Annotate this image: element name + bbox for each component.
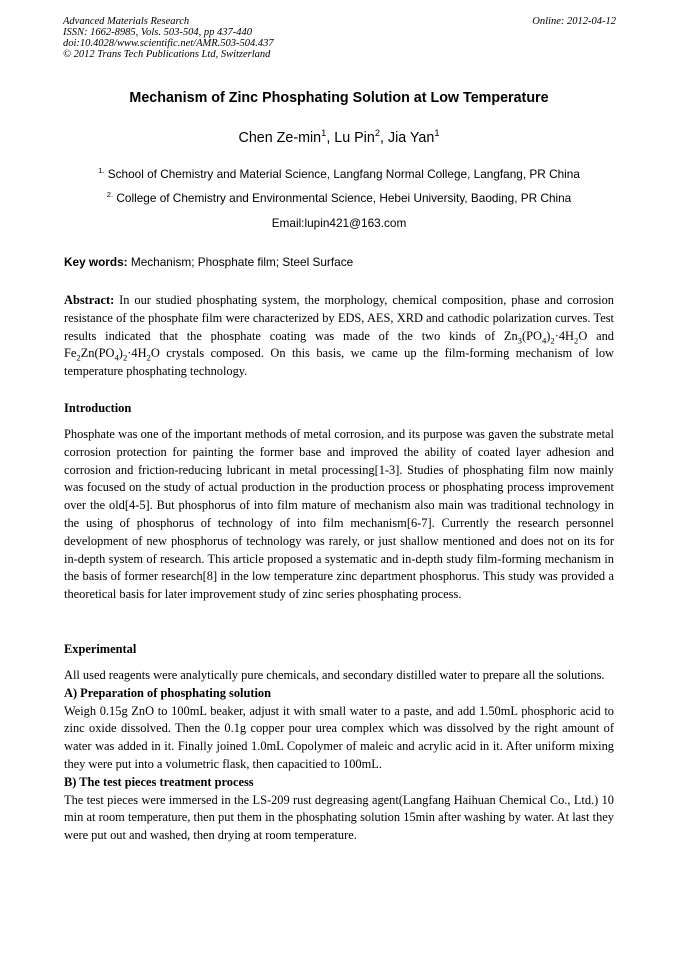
author-name: Chen Ze-min: [238, 130, 322, 146]
keywords-label: Key words:: [64, 255, 128, 269]
author-affiliation-mark: 1: [321, 128, 327, 139]
affiliation-1: [0, 167, 678, 181]
author-name: Jia Yan: [387, 130, 435, 146]
introduction-text: Phosphate was one of the important methods of metal corrosion, and its purpose was gaven the substrate metal corrosion protection for painting the former base and improved the ability of coated layer adhesion and corrosion and friction-reducing lubricant in metal processing[1-3]. Studies of phosphating film now mainly was focused on the study of actual production in the production process or phosphating process improvement over the old[4-5]. But phosphorus of into film mature of mechanism also main was traditional technology in the using of phosphorus of technology of into film mechanism[6-7]. Currently the research personnel development of new phosphorus of technology was rarely, or just shallow mentioned and does not on its for in-depth system of research. This article proposed a systematic and in-depth study film-forming mechanism in the basis of former research[8] in the low temperature zinc department phosphorus. This study was provided a theoretical basis for later improvement study of zinc series phosphating process.: [64, 427, 614, 602]
introduction-paragraph: [64, 426, 614, 604]
contact-email: Email:lupin421@163.com: [271, 216, 407, 230]
keywords-text: Mechanism; Phosphate film; Steel Surface: [130, 255, 354, 269]
online-date: Online: 2012-04-12: [532, 16, 616, 27]
affiliation-number: 2.: [106, 190, 114, 200]
affiliation-2: [0, 191, 678, 205]
author-affiliation-mark: 2: [374, 128, 380, 139]
journal-name: Advanced Materials Research: [63, 16, 190, 27]
experimental-section: [64, 667, 614, 845]
paper-title: Mechanism of Zinc Phosphating Solution at Low Temperature: [129, 90, 549, 106]
issn-line: ISSN: 1662-8985, Vols. 503-504, pp 437-440: [63, 27, 252, 38]
copyright-line: © 2012 Trans Tech Publications Ltd, Switzerland: [63, 49, 271, 60]
subsection-b-text: The test pieces were immersed in the LS-209 rust degreasing agent(Langfang Haihuan Chemical Co., Ltd.) 10 min at room temperature, then put them in the phosphating solution 15min after washing by water. At last they were put out and washed, then drying at room temperature.: [64, 792, 614, 843]
experimental-intro: All used reagents were analytically pure chemicals, and secondary distilled water to prepare all the solutions.: [64, 668, 605, 682]
formula-zn3po42: $Zn_3(PO_4)_2\cdot 4H_2O$: [503, 328, 588, 346]
keywords-line: [64, 255, 353, 269]
affiliation-text: College of Chemistry and Environmental Science, Hebei University, Baoding, PR China: [116, 191, 572, 205]
author-list: Chen $Ze-\min^1$, Lu Pin$^2$, Jia Yan$^1$: [238, 128, 440, 146]
abstract-section: Abstract: In our studied phosphating system, the morphology, chemical composition, phase and corrosion resistance of the phosphate film were characterized by EDS, AES, XRD and cathodic polarization curves. Test results indicated that the phosphate coating was made of the two kinds of $Zn_3(PO_4)_2\cdot 4H_2O$ and $Fe_2Zn(PO_4)_2\cdot 4H_2O$ crystals composed. On this basis, we came up the film-forming mechanism of low temperature phosphating technology.: [64, 293, 614, 379]
affiliation-number: 1.: [98, 166, 105, 176]
abstract-label: Abstract:: [64, 293, 115, 307]
abstract-text: In our studied phosphating system, the morphology, chemical composition, phase and corrosion resistance of the phosphate film were characterized by EDS, AES, XRD and cathodic polarization curves. Test results indicated that the phosphate coating was made of the two kinds of: [64, 293, 614, 343]
affiliation-text: School of Chemistry and Material Science, Langfang Normal College, Langfang, PR China: [107, 167, 580, 181]
abstract-text: crystals composed. On this basis, we came up the film-forming mechanism of low temperature phosphating technology.: [64, 346, 614, 379]
formula-fe2znpo42: $Fe_2Zn(PO_4)_2\cdot 4H_2O$: [64, 346, 160, 363]
experimental-heading: Experimental: [64, 642, 137, 656]
subsection-a-text: Weigh 0.15g ZnO to 100mL beaker, adjust it with small water to a paste, and add 1.50mL phosphoric acid to zinc oxide dissolved. Then the 0.1g copper pour urea complex which was dissolved by the right amount of water was added in it. Finally joined 1.0mL Copolymer of maleic and acrylic acid in it. After uniform mixing they were put into a volumetric flask, then capacitied to 100mL.: [64, 703, 614, 771]
subsection-b-heading: B) The test pieces treatment process: [64, 774, 254, 789]
subsection-a-heading: A) Preparation of phosphating solution: [64, 685, 272, 700]
author-affiliation-mark: 1: [434, 128, 440, 139]
author-name: Lu Pin: [334, 130, 375, 146]
introduction-heading: Introduction: [64, 401, 132, 415]
doi-line: doi:10.4028/www.scientific.net/AMR.503-504.437: [63, 38, 274, 49]
journal-header: [63, 16, 274, 60]
